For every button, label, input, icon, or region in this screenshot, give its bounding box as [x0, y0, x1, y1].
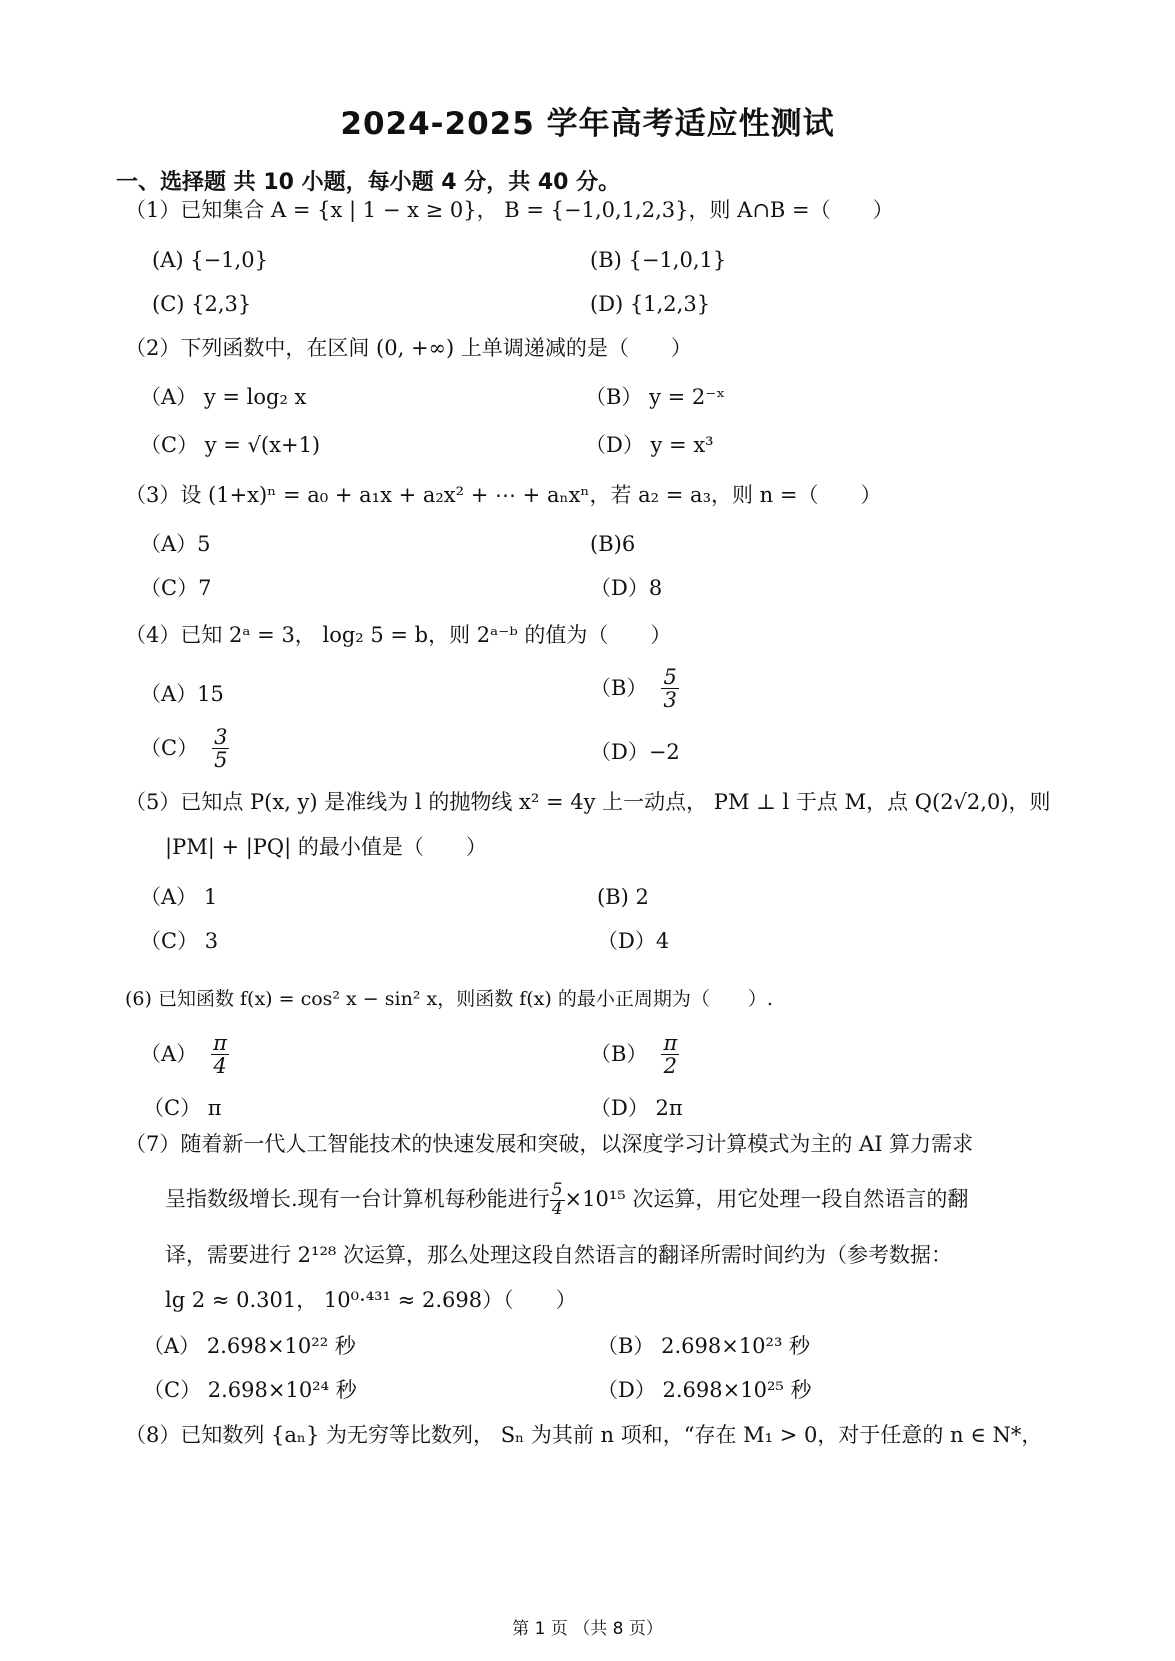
question-5-option-b: (B) 2 [597, 885, 649, 909]
fraction [550, 1182, 565, 1219]
question-6-option-d: （D） 2π [590, 1096, 683, 1120]
question-1-option-d: (D) {1,2,3} [590, 292, 711, 316]
question-6-option-b [590, 1032, 679, 1077]
question-2-option-c: （C） y = √(x+1) [140, 433, 321, 457]
question-4-option-c [140, 726, 229, 771]
fraction [661, 1032, 679, 1077]
option-label: （C） [140, 735, 199, 760]
question-5-stem-line-2: |PM| + |PQ| 的最小值是（ ） [165, 835, 487, 859]
fraction-numerator: 5 [551, 1180, 563, 1200]
question-4-option-d: （D）−2 [590, 740, 680, 764]
fraction-denominator: 4 [551, 1198, 563, 1219]
question-5-option-a: （A） 1 [140, 885, 218, 909]
question-4-stem: （4）已知 2ᵃ = 3， log₂ 5 = b，则 2ᵃ⁻ᵇ 的值为（ ） [125, 623, 672, 647]
stem-text: ×10¹⁵ 次运算，用它处理一段自然语言的翻 [564, 1186, 969, 1211]
question-5-option-d: （D）4 [597, 929, 670, 953]
question-2-option-d: （D） y = x³ [585, 433, 714, 457]
fraction-denominator: 3 [663, 688, 677, 713]
question-7-stem-line-2 [165, 1182, 968, 1219]
fraction-denominator: 5 [214, 748, 228, 773]
question-7-stem-line-4: lg 2 ≈ 0.301， 10⁰·⁴³¹ ≈ 2.698）（ ） [165, 1288, 577, 1312]
question-5-option-c: （C） 3 [140, 929, 219, 953]
fraction [211, 1032, 229, 1077]
question-6-stem: (6) 已知函数 f(x) = cos² x − sin² x，则函数 f(x) 的最小正周期为（ ）. [125, 988, 773, 1010]
question-2-stem: （2）下列函数中，在区间 (0, +∞) 上单调递减的是（ ） [125, 336, 692, 360]
fraction-numerator: π [663, 1031, 678, 1055]
option-label: （B） [590, 1041, 648, 1066]
fraction-numerator: 5 [663, 665, 677, 689]
question-8-stem: （8）已知数列 {aₙ} 为无穷等比数列， Sₙ 为其前 n 项和，“存在 M₁ > 0，对于任意的 n ∈ N*， [125, 1423, 1043, 1447]
question-3-option-d: （D）8 [590, 576, 663, 600]
question-7-stem-line-1: （7）随着新一代人工智能技术的快速发展和突破，以深度学习计算模式为主的 AI 算力需求 [125, 1132, 974, 1156]
question-7-option-b: （B） 2.698×10²³ 秒 [597, 1334, 811, 1358]
question-5-stem-line-1: （5）已知点 P(x, y) 是准线为 l 的抛物线 x² = 4y 上一动点， PM ⊥ l 于点 M，点 Q(2√2,0)，则 [125, 790, 1051, 814]
question-2-option-a: （A） y = log₂ x [140, 385, 307, 409]
question-7-option-a: （A） 2.698×10²² 秒 [143, 1334, 356, 1358]
question-6-option-c: （C） π [143, 1096, 222, 1120]
question-6-option-a [140, 1032, 229, 1077]
fraction [661, 666, 678, 711]
fraction-numerator: π [213, 1031, 227, 1055]
question-1-option-a: (A) {−1,0} [152, 248, 268, 272]
question-1-option-b: (B) {−1,0,1} [590, 248, 727, 272]
question-3-option-a: （A）5 [140, 532, 211, 556]
question-3-option-b: (B)6 [590, 532, 636, 556]
question-3-stem: （3）设 (1+x)ⁿ = a₀ + a₁x + a₂x² + ⋯ + aₙxⁿ，若 a₂ = a₃，则 n =（ ） [125, 483, 882, 507]
fraction-numerator: 3 [214, 725, 228, 749]
page-title: 2024-2025 学年高考适应性测试 [340, 106, 835, 142]
stem-text: 呈指数级增长.现有一台计算机每秒能进行 [165, 1186, 550, 1211]
fraction [212, 726, 229, 771]
question-3-option-c: （C）7 [140, 576, 212, 600]
question-7-option-c: （C） 2.698×10²⁴ 秒 [143, 1378, 357, 1402]
question-7-option-d: （D） 2.698×10²⁵ 秒 [597, 1378, 812, 1402]
question-7-stem-line-3: 译，需要进行 2¹²⁸ 次运算，那么处理这段自然语言的翻译所需时间约为（参考数据： [165, 1243, 952, 1267]
fraction-denominator: 2 [663, 1054, 678, 1079]
question-2-option-b: （B） y = 2⁻ˣ [585, 385, 726, 409]
question-1-stem: （1）已知集合 A = {x | 1 − x ≥ 0}， B = {−1,0,1,2,3}，则 A∩B =（ ） [125, 198, 894, 222]
question-4-option-a: （A）15 [140, 682, 224, 706]
page-footer: 第 1 页 （共 8 页） [512, 1619, 663, 1639]
option-label: （A） [140, 1041, 198, 1066]
question-4-option-b [590, 666, 679, 711]
question-1-option-c: (C) {2,3} [152, 292, 252, 316]
section-heading: 一、选择题 共 10 小题，每小题 4 分，共 40 分。 [116, 170, 621, 195]
fraction-denominator: 4 [213, 1054, 227, 1079]
option-label: （B） [590, 675, 648, 700]
